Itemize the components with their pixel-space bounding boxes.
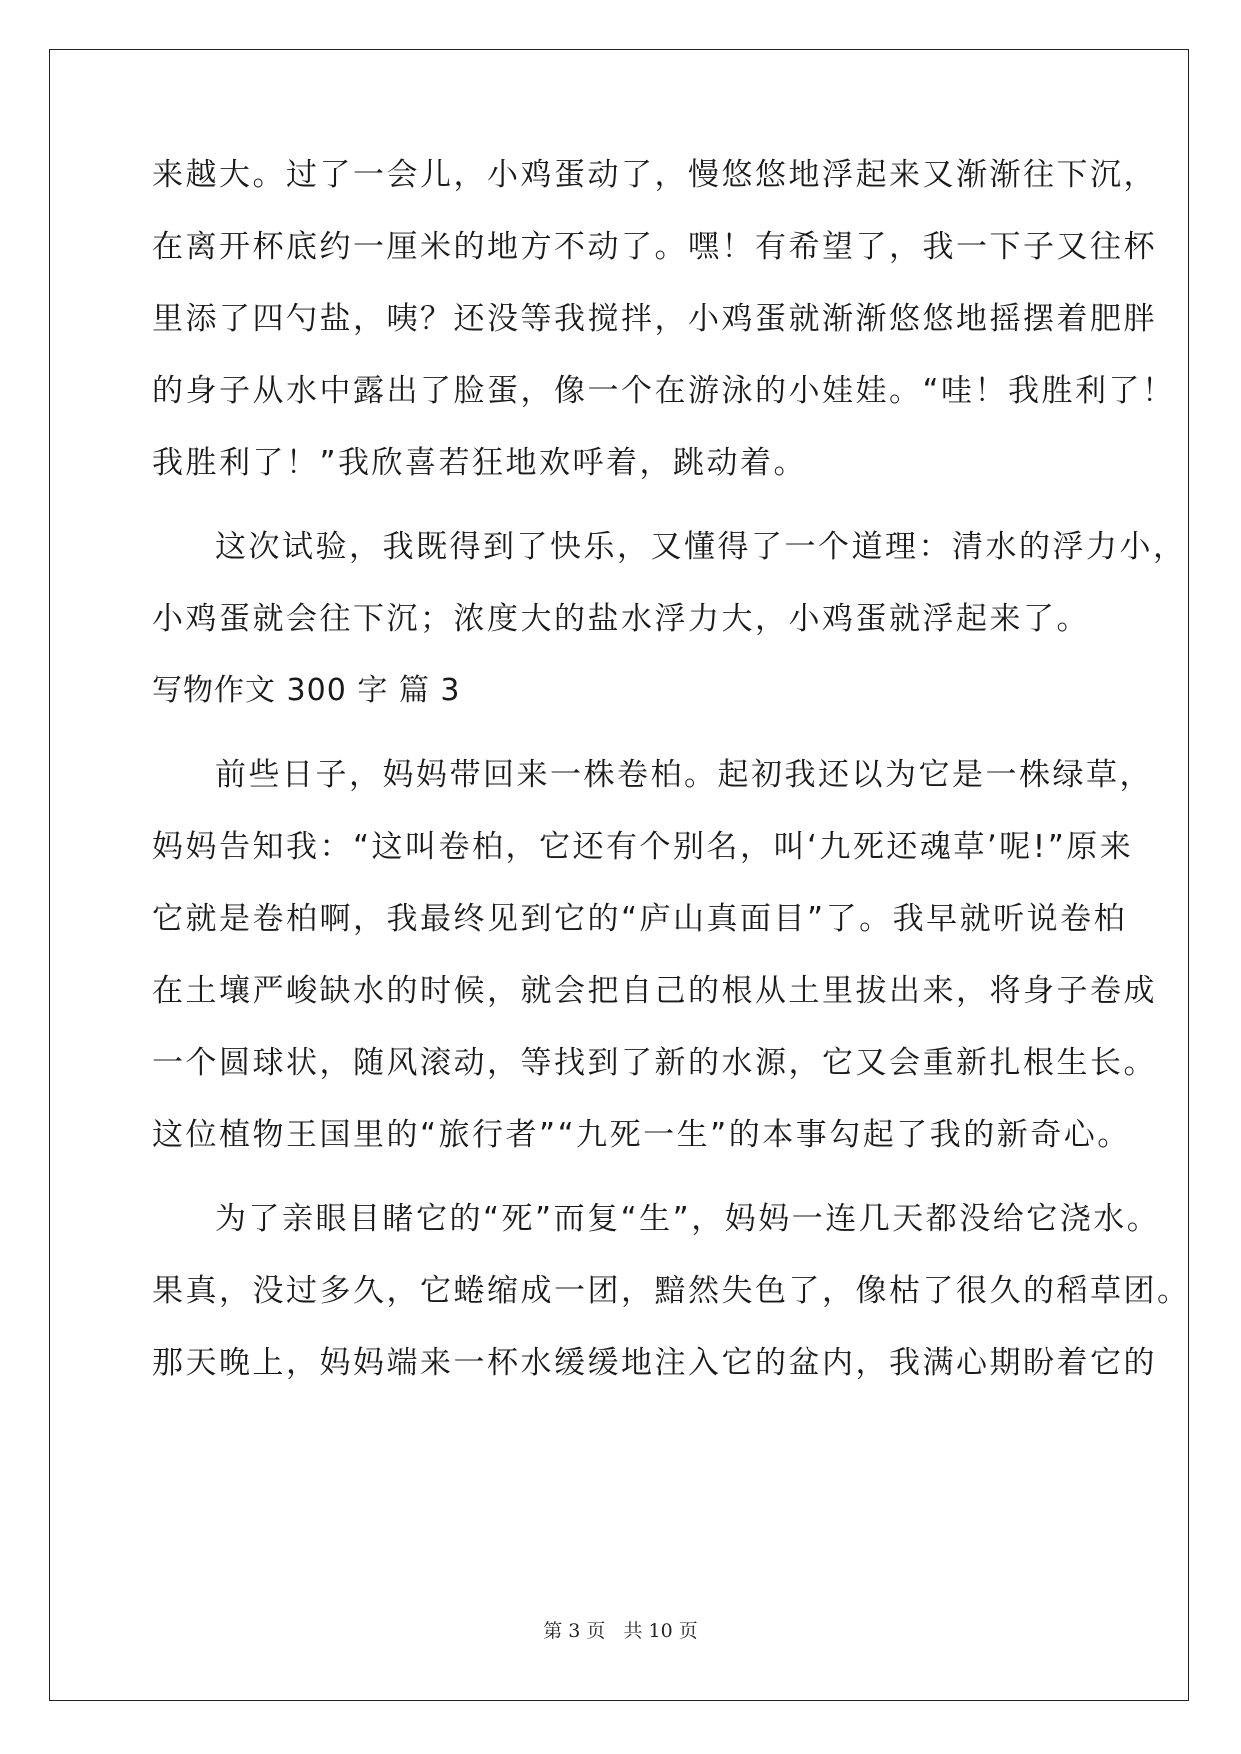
page-total: 共 10 页 <box>623 1620 698 1642</box>
section-heading: 写物作文 300 字 篇 3 <box>152 673 461 708</box>
text-line: 在离开杯底约一厘米的地方不动了。嘿！有希望了，我一下子又往杯 <box>152 229 1157 265</box>
text-line: 妈妈告知我：“这叫卷柏，它还有个别名，叫‘九死还魂草’呢!”原来 <box>152 829 1134 865</box>
paragraph-start: 前些日子，妈妈带回来一株卷柏。起初我还以为它是一株绿草， <box>215 757 1153 793</box>
page-number: 第 3 页 <box>543 1620 606 1642</box>
text-line: 果真，没过多久，它蜷缩成一团，黯然失色了，像枯了很久的稻草团。 <box>152 1273 1191 1309</box>
page-footer <box>0 1616 1241 1643</box>
text-line: 那天晚上，妈妈端来一杯水缓缓地注入它的盆内，我满心期盼着它的 <box>152 1345 1157 1381</box>
text-line: 这位植物王国里的“旅行者”“九死一生”的本事勾起了我的新奇心。 <box>152 1117 1131 1153</box>
text-line: 来越大。过了一会儿，小鸡蛋动了，慢悠悠地浮起来又渐渐往下沉， <box>152 157 1157 193</box>
text-line: 里添了四勺盐，咦？还没等我搅拌，小鸡蛋就渐渐悠悠地摇摆着肥胖 <box>152 301 1157 337</box>
text-line: 小鸡蛋就会往下沉；浓度大的盐水浮力大，小鸡蛋就浮起来了。 <box>152 601 1090 637</box>
page-border <box>49 49 1189 1701</box>
text-line: 一个圆球状，随风滚动，等找到了新的水源，它又会重新扎根生长。 <box>152 1045 1157 1081</box>
text-line: 的身子从水中露出了脸蛋，像一个在游泳的小娃娃。“哇！我胜利了！ <box>152 373 1176 409</box>
text-line: 它就是卷柏啊，我最终见到它的“庐山真面目”了。我早就听说卷柏 <box>152 901 1128 937</box>
paragraph-start: 为了亲眼目睹它的“死”而复“生”，妈妈一连几天都没给它浇水。 <box>215 1201 1161 1237</box>
text-line: 在土壤严峻缺水的时候，就会把自己的根从土里拔出来，将身子卷成 <box>152 973 1157 1009</box>
paragraph-start: 这次试验，我既得到了快乐，又懂得了一个道理：清水的浮力小， <box>215 529 1187 565</box>
text-line: 我胜利了！”我欣喜若狂地欢呼着，跳动着。 <box>152 445 808 481</box>
